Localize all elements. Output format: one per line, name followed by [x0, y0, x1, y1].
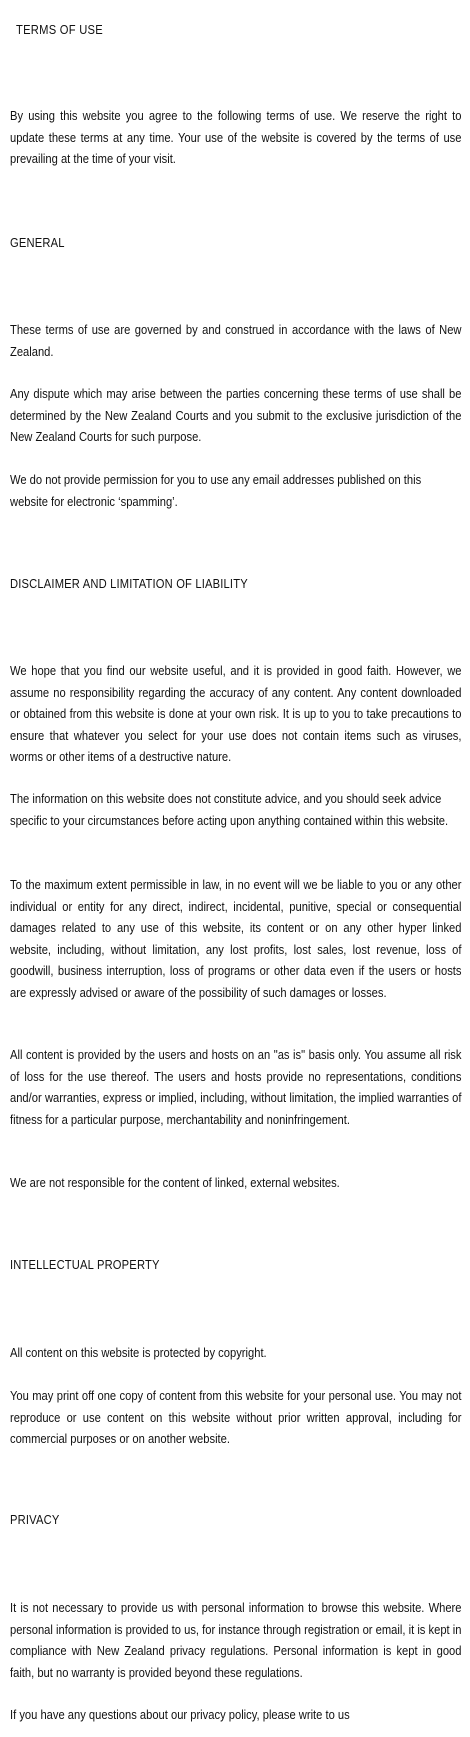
- privacy-paragraph-2: If you have any questions about our privacy policy, please write to us: [10, 1707, 350, 1722]
- page-title: TERMS OF USE: [16, 22, 103, 37]
- disclaimer-paragraph-5: We are not responsible for the content of linked, external websites.: [10, 1175, 340, 1190]
- section-heading-intellectual-property: INTELLECTUAL PROPERTY: [10, 1257, 160, 1272]
- ip-paragraph-1: All content on this website is protected by copyright.: [10, 1345, 267, 1360]
- ip-paragraph-2: You may print off one copy of content from this website for your personal use. You may not reproduce or use content on this website without prior written approval, including for commercial purposes or on another website.: [10, 1388, 462, 1446]
- disclaimer-paragraph-1: We hope that you find our website useful, and it is provided in good faith. However, we assume no responsibility regarding the accuracy of any content. Any content downloaded or obtained from this website is done at your own risk. It is up to you to take precautions to ensure that whatever you select for your use does not contain items such as viruses, worms or other items of a destructive nature.: [10, 663, 462, 764]
- disclaimer-paragraph-3: To the maximum extent permissible in law, in no event will we be liable to you or any other individual or entity for any direct, indirect, incidental, punitive, special or consequential damages related to any use of this website, its content or on any other hyper linked website, including, without limitation, any lost profits, lost sales, lost revenue, loss of goodwill, business interruption, loss of programs or other data even if the users or hosts are expressly advised or aware of the possibility of such damages or losses.: [10, 877, 462, 1000]
- disclaimer-paragraph-4: All content is provided by the users and hosts on an "as is" basis only. You assume all risk of loss for the use thereof. The users and hosts provide no representations, conditions and/or warranties, express or implied, including, without limitation, the implied warranties of fitness for a particular purpose, merchantability and noninfringement.: [10, 1047, 462, 1127]
- general-paragraph-3: We do not provide permission for you to use any email addresses published on this website for electronic ‘spamming’.: [10, 472, 422, 509]
- intro-paragraph: By using this website you agree to the following terms of use. We reserve the right to update these terms at any time. Your use of the website is covered by the terms of use prevailing at the time of your visit.: [10, 108, 462, 166]
- section-heading-general: GENERAL: [10, 235, 65, 250]
- disclaimer-paragraph-2: The information on this website does not constitute advice, and you should seek advice specific to your circumstances before acting upon anything contained within this website.: [10, 791, 449, 828]
- general-paragraph-1: These terms of use are governed by and construed in accordance with the laws of New Zealand.: [10, 322, 462, 359]
- section-heading-privacy: PRIVACY: [10, 1512, 60, 1527]
- privacy-paragraph-1: It is not necessary to provide us with personal information to browse this website. Where personal information is provided to us, for instance through registration or email, it is kept in compliance with New Zealand privacy regulations. Personal information is kept in good faith, but no warranty is provided beyond these regulations.: [10, 1600, 462, 1680]
- general-paragraph-2: Any dispute which may arise between the parties concerning these terms of use shall be determined by the New Zealand Courts and you submit to the exclusive jurisdiction of the New Zealand Courts for such purpose.: [10, 386, 462, 444]
- section-heading-disclaimer: DISCLAIMER AND LIMITATION OF LIABILITY: [10, 576, 248, 591]
